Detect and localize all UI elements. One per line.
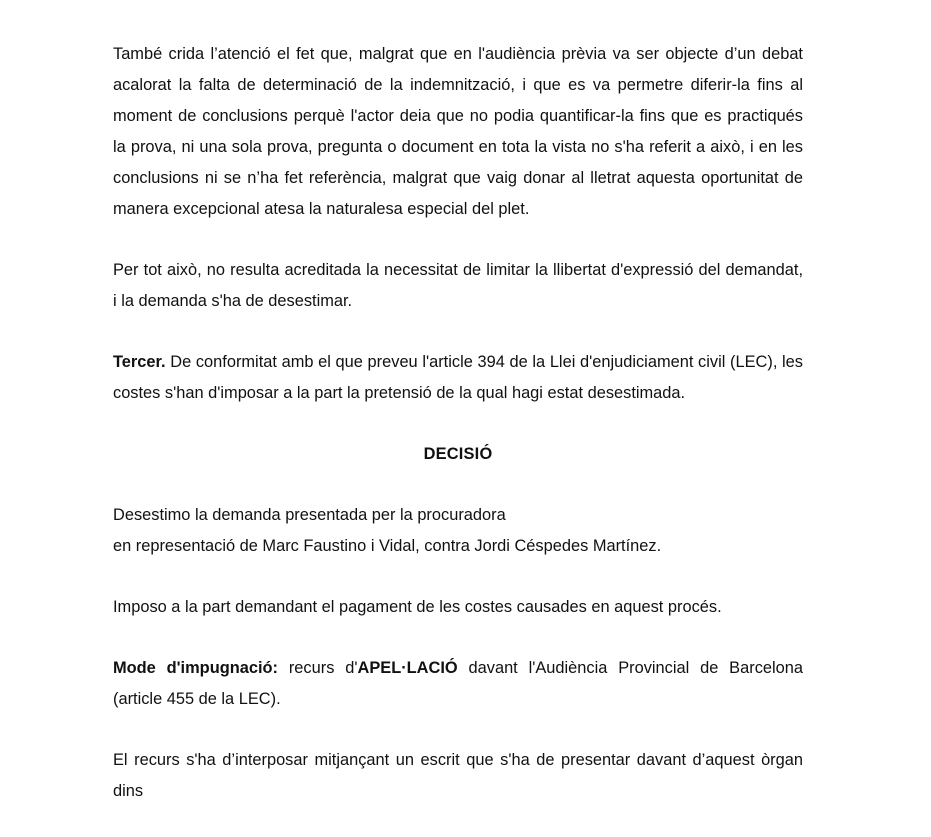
paragraph-tercer (113, 347, 803, 409)
paragraph-impugnacio (113, 653, 803, 715)
paragraph-costes: Imposo a la part demandant el pagament de les costes causades en aquest procés. (113, 598, 722, 616)
tercer-text: De conformitat amb el que preveu l'article 394 de la Llei d'enjudiciament civil (LEC), les costes s'han d'imposar a la part la pretensió de la qual hagi estat desestimada. (113, 353, 803, 402)
paragraph-recurs: El recurs s'ha d’interposar mitjançant un escrit que s'ha de presentar davant d’aquest òrgan dins (113, 751, 803, 800)
apellacio-bold: APEL·LACIÓ (357, 659, 458, 677)
decision-heading: DECISIÓ (423, 445, 493, 463)
desestimo-line-1: Desestimo la demanda presentada per la procuradora (113, 506, 506, 524)
tercer-label: Tercer. (113, 353, 166, 371)
paragraph-attention: També crida l’atenció el fet que, malgrat que en l'audiència prèvia va ser objecte d’un debat acalorat la falta de determinació de la indemnització, i que es va permetre diferir-la fins al moment de conclusions perquè l'actor deia que no podia quantificar-la fins que es practiqués la prova, ni una sola prova, pregunta o document en tota la vista no s'ha referit a això, i en les conclusions ni se n’ha fet referència, malgrat que vaig donar al lletrat aquesta oportunitat de manera excepcional atesa la naturalesa especial del plet. (113, 45, 803, 218)
desestimo-line-2: en representació de Marc Faustino i Vidal, contra Jordi Céspedes Martínez. (113, 537, 662, 555)
paragraph-conclusion: Per tot això, no resulta acreditada la necessitat de limitar la llibertat d'expressió del demandat, i la demanda s'ha de desestimar. (113, 261, 803, 310)
impugnacio-label: Mode d'impugnació: (113, 659, 278, 677)
impugnacio-text-1: recurs d' (278, 659, 358, 677)
paragraph-desestimo (113, 500, 803, 562)
impugnacio-text-2: davant l'Audiència Provincial de Barcelona (article 455 de la LEC). (113, 659, 803, 708)
document-page (113, 39, 803, 837)
